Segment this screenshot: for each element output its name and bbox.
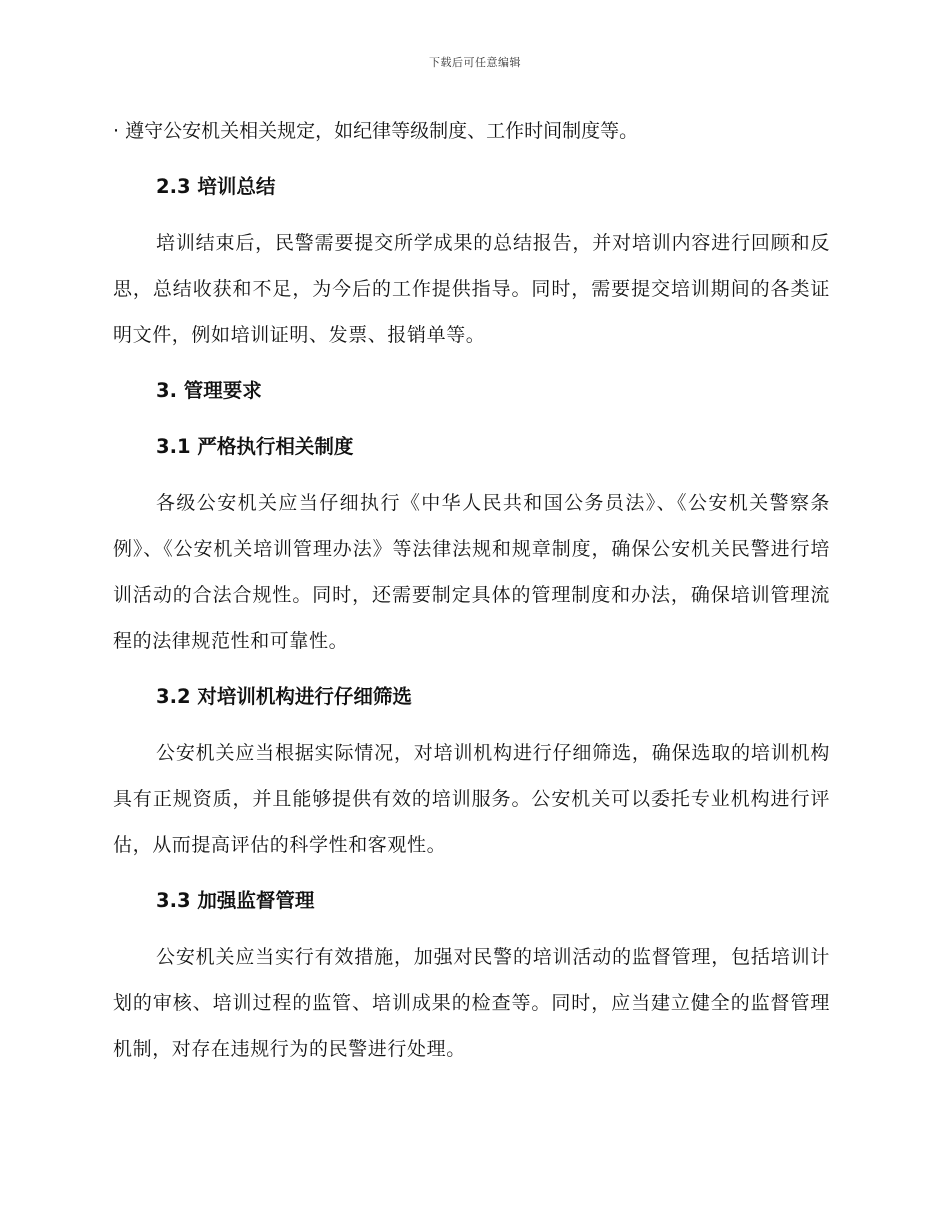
section-heading-2-3: 2.3 培训总结 xyxy=(156,175,276,198)
section-paragraph-3-2: 公安机关应当根据实际情况，对培训机构进行仔细筛选，确保选取的培训机构具有正规资质，并且能够提供有效的培训服务。公安机关可以委托专业机构进行评估，从而提高评估的科学性和客观性。 xyxy=(113,742,830,856)
section-paragraph-3-1: 各级公安机关应当仔细执行《中华人民共和国公务员法》、《公安机关警察条例》、《公安机关培训管理办法》等法律法规和规章制度，确保公安机关民警进行培训活动的合法合规性。同时，还需要制定具体的管理制度和办法，确保培训管理流程的法律规范性和可靠性。 xyxy=(113,492,830,652)
page-header: 下载后可任意编辑 xyxy=(429,56,521,69)
section-heading-3-2: 3.2 对培训机构进行仔细筛选 xyxy=(156,685,412,708)
section-heading-3-3: 3.3 加强监督管理 xyxy=(156,889,315,912)
bullet-item: · 遵守公安机关相关规定，如纪律等级制度、工作时间制度等。 xyxy=(113,120,639,142)
section-heading-3-1: 3.1 严格执行相关制度 xyxy=(156,435,354,458)
document-body xyxy=(113,108,830,1072)
section-heading-3: 3. 管理要求 xyxy=(156,379,262,402)
section-paragraph-2-3: 培训结束后，民警需要提交所学成果的总结报告，并对培训内容进行回顾和反思，总结收获和不足，为今后的工作提供指导。同时，需要提交培训期间的各类证明文件，例如培训证明、发票、报销单等。 xyxy=(113,232,830,346)
section-paragraph-3-3: 公安机关应当实行有效措施，加强对民警的培训活动的监督管理，包括培训计划的审核、培训过程的监管、培训成果的检查等。同时，应当建立健全的监督管理机制，对存在违规行为的民警进行处理。 xyxy=(113,946,830,1060)
